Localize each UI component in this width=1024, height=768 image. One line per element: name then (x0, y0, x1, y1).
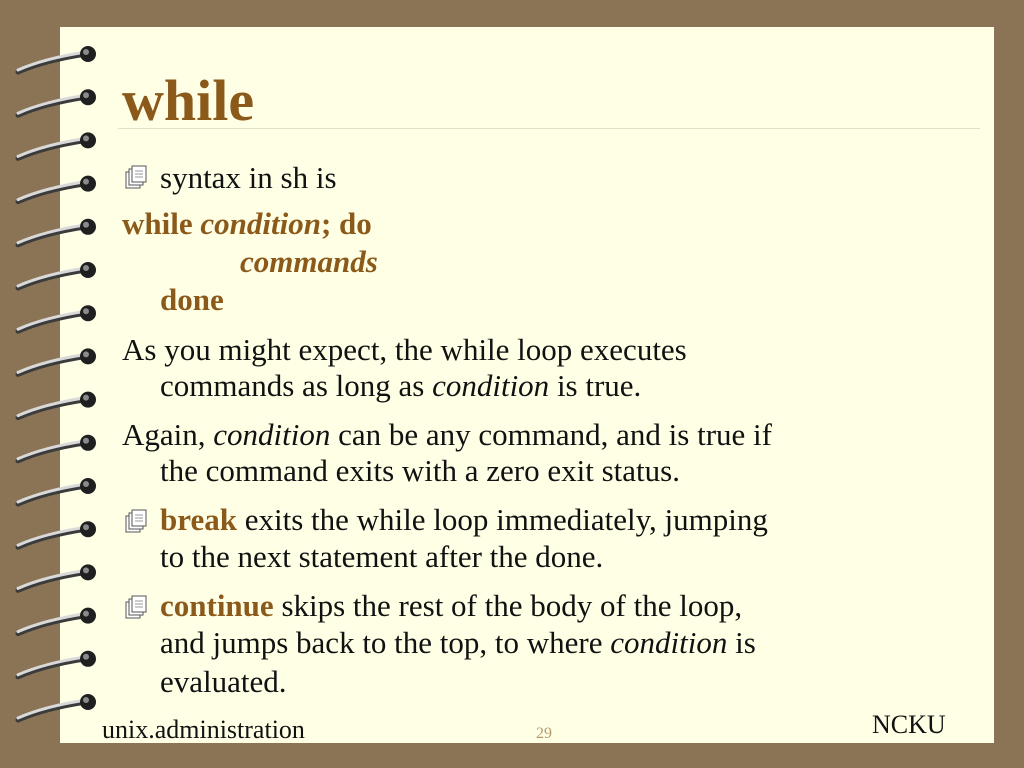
break-description: exits the while loop immediately, jumping (236, 502, 768, 537)
paragraph-2-text: can be any command, and is true if (330, 417, 772, 452)
bullet-syntax: syntax in sh is (160, 160, 337, 195)
paragraph-1-line-2 (160, 370, 641, 401)
bullet-continue-line-1 (160, 590, 742, 621)
spiral-ring (18, 348, 96, 374)
page-number: 29 (536, 725, 552, 742)
spiral-ring (18, 392, 96, 418)
paragraph-2-lead: Again, (122, 417, 214, 452)
spiral-ring (18, 564, 96, 590)
code-condition: condition (200, 206, 321, 241)
paragraph-2-line-2: the command exits with a zero exit status. (160, 453, 680, 488)
paragraph-2-line-1 (122, 419, 772, 450)
paragraph-1-line-1: As you might expect, the while loop executes (122, 332, 687, 367)
paragraph-2-condition: condition (213, 417, 331, 452)
spiral-ring (18, 608, 96, 634)
code-do-keyword: ; do (320, 206, 372, 241)
break-keyword: break (160, 502, 237, 537)
continue-condition: condition (610, 625, 728, 660)
continue-text: and jumps back to the top, to where (160, 625, 611, 660)
notebook-pages-icon (124, 594, 150, 620)
spiral-ring (18, 46, 96, 72)
code-commands: commands (240, 244, 378, 279)
spiral-ring (18, 89, 96, 115)
notebook-pages-icon (124, 508, 150, 534)
spiral-ring (18, 478, 96, 504)
continue-description: skips the rest of the body of the loop, (273, 588, 743, 623)
code-line-while (122, 208, 372, 239)
spiral-ring (18, 694, 96, 720)
spiral-ring (18, 262, 96, 288)
bullet-break-line-1 (160, 504, 768, 535)
paragraph-1-condition: condition (432, 368, 550, 403)
spiral-ring (18, 435, 96, 461)
spiral-ring (18, 651, 96, 677)
spiral-ring (18, 176, 96, 202)
paragraph-1-tail: is true. (549, 368, 642, 403)
spiral-binding-icon (0, 0, 110, 768)
spiral-ring (18, 219, 96, 245)
code-while-keyword: while (122, 206, 193, 241)
bullet-break-line-2: to the next statement after the done. (160, 539, 604, 574)
notebook-pages-icon (124, 164, 150, 190)
footer-left: unix.administration (102, 715, 305, 744)
continue-keyword: continue (160, 588, 274, 623)
spiral-ring (18, 521, 96, 547)
bullet-continue-line-2 (160, 627, 756, 658)
footer-right: NCKU (872, 710, 946, 739)
title-divider (118, 128, 980, 129)
slide-title: while (122, 68, 255, 133)
code-done-keyword: done (160, 282, 224, 317)
bullet-continue-line-3: evaluated. (160, 664, 287, 699)
paragraph-1-text: commands as long as (160, 368, 433, 403)
spiral-ring (18, 305, 96, 331)
continue-tail: is (727, 625, 756, 660)
spiral-ring (18, 132, 96, 158)
